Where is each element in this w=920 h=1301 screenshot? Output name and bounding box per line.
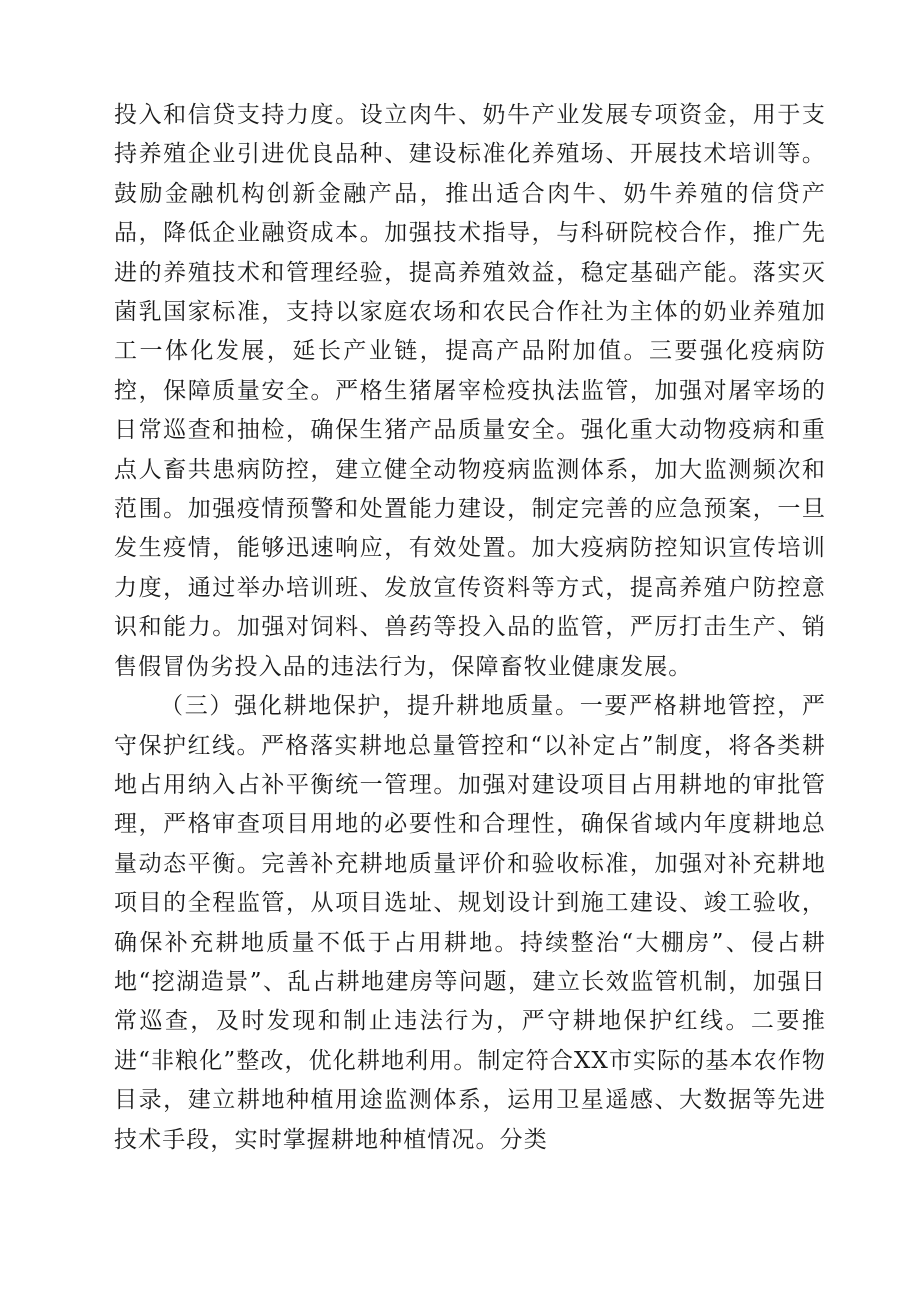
paragraph-continued: 投入和信贷支持力度。设立肉牛、奶牛产业发展专项资金，用于支持养殖企业引进优良品种、建设标准化养殖场、开展技术培训等。鼓励金融机构创新金融产品，推出适合肉牛、奶牛养殖的信贷产品，降低企业融资成本。加强技术指导，与科研院校合作，推广先进的养殖技术和管理经验，提高养殖效益，稳定基础产能。落实灭菌乳国家标准，支持以家庭农场和农民合作社为主体的奶业养殖加工一体化发展，延长产业链，提高产品附加值。三要强化疫病防控，保障质量安全。严格生猪屠宰检疫执法监管，加强对屠宰场的日常巡查和抽检，确保生猪产品质量安全。强化重大动物疫病和重点人畜共患病防控，建立健全动物疫病监测体系，加大监测频次和范围。加强疫情预警和处置能力建设，制定完善的应急预案，一旦发生疫情，能够迅速响应，有效处置。加大疫病防控知识宣传培训力度，通过举办培训班、发放宣传资料等方式，提高养殖户防控意识和能力。加强对饲料、兽药等投入品的监管，严厉打击生产、销售假冒伪劣投入品的违法行为，保障畜牧业健康发展。 <box>114 102 826 680</box>
body-text <box>114 96 826 1160</box>
paragraph-section-three: （三）强化耕地保护，提升耕地质量。一要严格耕地管控，严守保护红线。严格落实耕地总量管控和“以补定占”制度，将各类耕地占用纳入占补平衡统一管理。加强对建设项目占用耕地的审批管理，严格审查项目用地的必要性和合理性，确保省域内年度耕地总量动态平衡。完善补充耕地质量评价和验收标准，加强对补充耕地项目的全程监管，从项目选址、规划设计到施工建设、竣工验收，确保补充耕地质量不低于占用耕地。持续整治“大棚房”、侵占耕地“挖湖造景”、乱占耕地建房等问题，建立长效监管机制，加强日常巡查，及时发现和制止违法行为，严守耕地保护红线。二要推进“非粮化”整改，优化耕地利用。制定符合XX市实际的基本农作物目录，建立耕地种植用途监测体系，运用卫星遥感、大数据等先进技术手段，实时掌握耕地种植情况。分类 <box>114 693 826 1153</box>
